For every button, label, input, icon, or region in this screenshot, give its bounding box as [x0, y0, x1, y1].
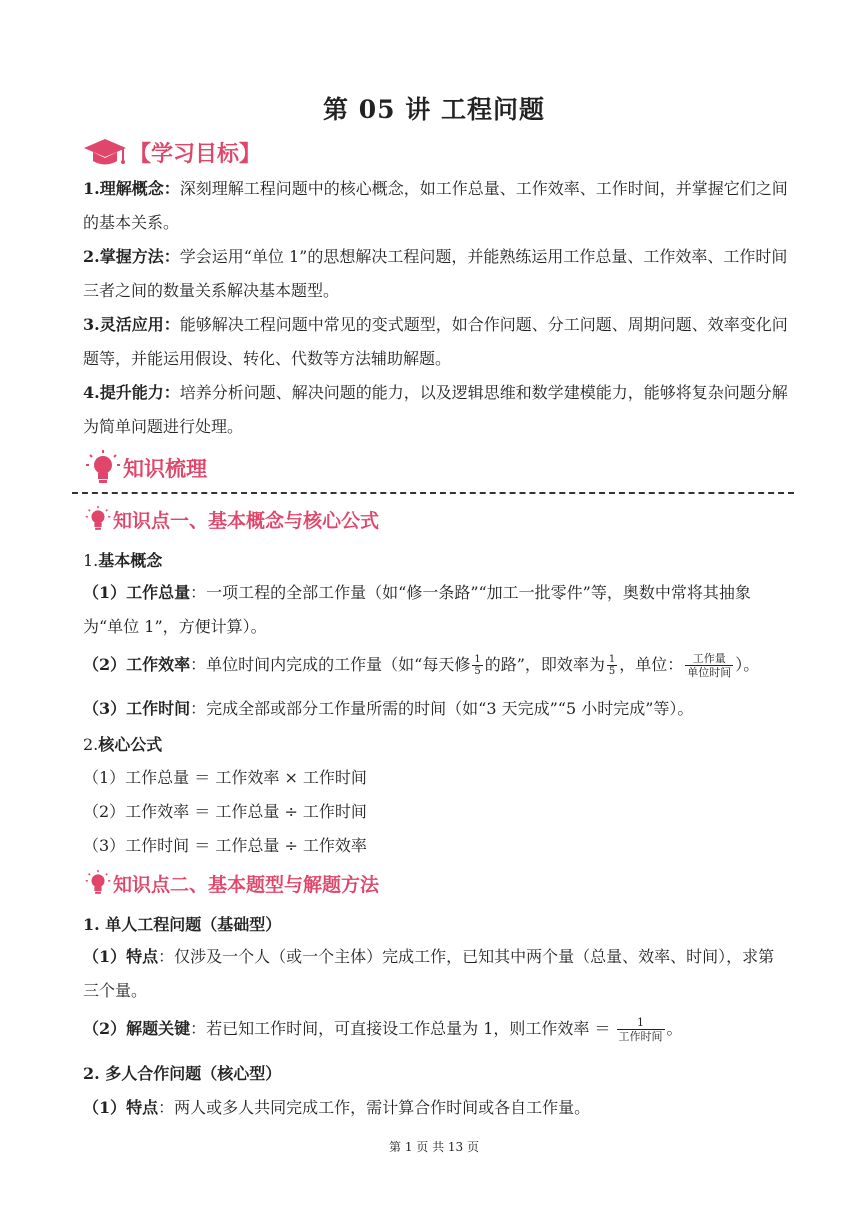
- concepts-title: 1.基本概念: [83, 551, 163, 570]
- lightbulb-icon: [85, 869, 111, 897]
- concept-1: （1）工作总量：一项工程的全部工作量（如“修一条路”“加工一批零件”等，奥数中常将其抽象为“单位 1”，方便计算）。: [83, 583, 751, 636]
- efficiency-fraction: $\frac{1}{\text{工作时间}}$: [618, 1016, 663, 1043]
- lightbulb-icon: [85, 505, 111, 533]
- fraction: $\frac{1}{5}$: [608, 654, 616, 677]
- type2-feature: （1）特点：两人或多人共同完成工作，需计算合作时间或各自工作量。: [83, 1098, 591, 1117]
- point2-heading-text: 知识点二、基本题型与解题方法: [113, 873, 380, 896]
- type1-title: 1. 单人工程问题（基础型）: [83, 915, 282, 934]
- formula-3: （3）工作时间 ＝ 工作总量 ÷ 工作效率: [83, 836, 367, 855]
- formula-2: （2）工作效率 ＝ 工作总量 ÷ 工作时间: [83, 802, 367, 821]
- page-title: 第 05 讲 工程问题: [323, 95, 545, 124]
- goal-item-1: 1.理解概念：深刻理解工程问题中的核心概念，如工作总量、工作效率、工作时间，并掌握它们之间的基本关系。: [83, 179, 788, 232]
- graduation-cap-icon: [83, 137, 127, 167]
- type1-key: （2）解题关键：若已知工作时间，可直接设工作总量为 1，则工作效率 ＝ $\frac{1}{\text{工作时间}}$ 。: [83, 1016, 683, 1043]
- type1-feature: （1）特点：仅涉及一个人（或一个主体）完成工作，已知其中两个量（总量、效率、时间），求第三个量。: [83, 947, 775, 1000]
- concept-3: （3）工作时间：完成全部或部分工作量所需的时间（如“3 天完成”“5 小时完成”等）。: [83, 699, 694, 718]
- formula-1: （1）工作总量 ＝ 工作效率 × 工作时间: [83, 768, 367, 787]
- lightbulb-icon: [85, 450, 121, 486]
- point2-heading: [85, 869, 379, 897]
- page-footer: 第 1 页 共 13 页: [389, 1140, 479, 1154]
- section-divider: [72, 492, 794, 494]
- formulas-title: 2.核心公式: [83, 735, 163, 754]
- type2-title: 2. 多人合作问题（核心型）: [83, 1064, 282, 1083]
- concept-2: （2）工作效率：单位时间内完成的工作量（如“每天修 $\frac{1}{5}$ 的路”，即效率为 $\frac{1}{5}$ ，单位： $\frac{\text{工作量}}{\text{单位时间}}$ ）。: [83, 652, 760, 679]
- goal-item-2: 2.掌握方法：学会运用“单位 1”的思想解决工程问题，并能熟练运用工作总量、工作效率、工作时间三者之间的数量关系解决基本题型。: [83, 247, 788, 300]
- goals-heading-text: 【学习目标】: [129, 141, 262, 167]
- knowledge-heading-text: 知识梳理: [123, 457, 207, 481]
- goal-item-3: 3.灵活应用：能够解决工程问题中常见的变式题型，如合作问题、分工问题、周期问题、效率变化问题等，并能运用假设、转化、代数等方法辅助解题。: [83, 315, 788, 368]
- goals-list: [83, 172, 788, 444]
- fraction: $\frac{1}{5}$: [474, 654, 481, 677]
- point1-heading-text: 知识点一、基本概念与核心公式: [113, 509, 380, 532]
- unit-fraction: $\frac{\text{工作量}}{\text{单位时间}}$: [687, 652, 732, 679]
- knowledge-heading: [85, 450, 207, 486]
- goals-heading: [83, 136, 261, 168]
- point1-heading: [85, 505, 379, 533]
- goal-item-4: 4.提升能力：培养分析问题、解决问题的能力，以及逻辑思维和数学建模能力，能够将复杂问题分解为简单问题进行处理。: [83, 383, 788, 436]
